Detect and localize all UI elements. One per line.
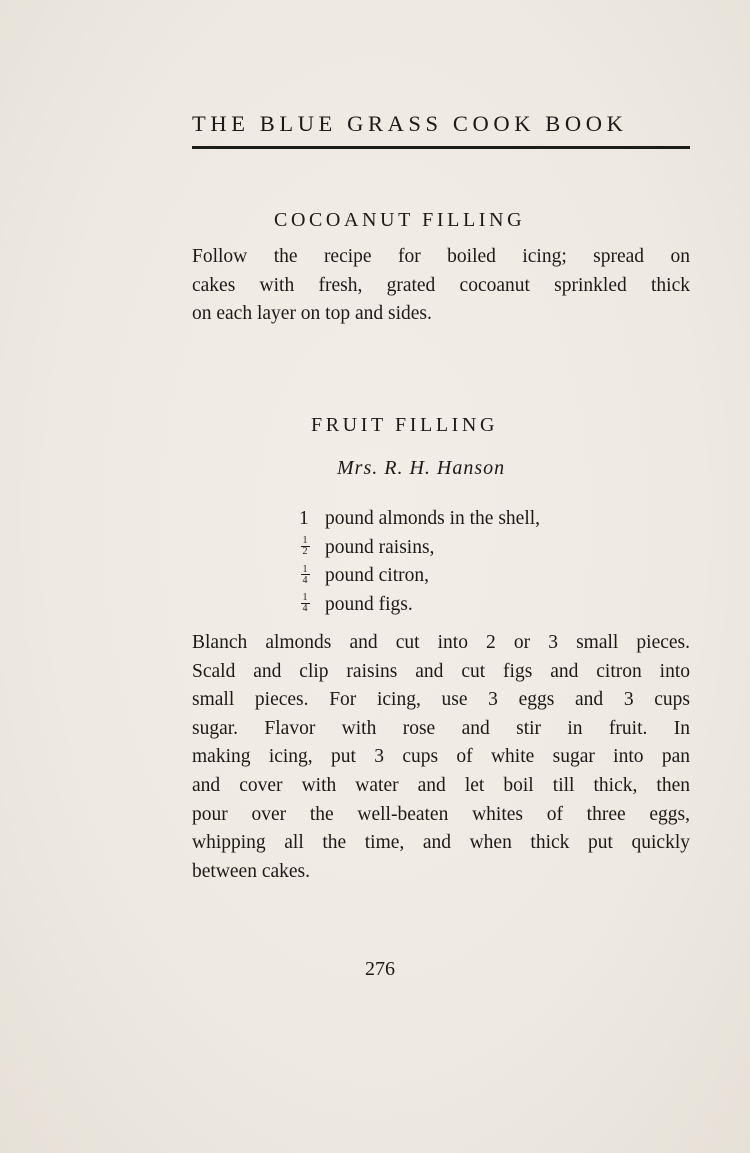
ingredient-quantity	[299, 534, 325, 563]
fraction	[299, 536, 311, 556]
fruit-filling-instructions	[192, 629, 690, 886]
fraction	[299, 593, 311, 613]
section-title-cocoanut-filling: COCOANUT FILLING	[274, 209, 526, 231]
fraction-denominator: 4	[302, 603, 308, 615]
ingredient-quantity	[299, 562, 325, 591]
section-title-fruit-filling: FRUIT FILLING	[311, 414, 498, 436]
text-line: sugar. Flavor with rose and stir in fruit. In	[192, 717, 690, 739]
ingredient-list	[299, 505, 540, 619]
text-line: small pieces. For icing, use 3 eggs and 3 cups	[192, 689, 690, 711]
text-line: whipping all the time, and when thick put quickly	[192, 832, 690, 854]
text-line: pour over the well-beaten whites of three eggs,	[192, 803, 690, 825]
ingredient-text: pound raisins,	[325, 536, 435, 558]
text-line: and cover with water and let boil till thick, then	[192, 774, 690, 796]
text-line: Scald and clip raisins and cut figs and citron into	[192, 660, 690, 682]
ingredient-quantity	[299, 591, 325, 620]
fraction-denominator: 2	[302, 546, 308, 558]
recipe-author: Mrs. R. H. Hanson	[337, 457, 506, 479]
ingredient-text: pound almonds in the shell,	[325, 508, 541, 529]
ingredient-item	[299, 505, 540, 534]
text-line: Blanch almonds and cut into 2 or 3 small pieces.	[192, 632, 690, 653]
fraction-numerator: 1	[302, 535, 308, 547]
text-line: between cakes.	[192, 860, 311, 882]
cocoanut-filling-instructions	[192, 243, 690, 329]
fraction-denominator: 4	[302, 574, 308, 586]
header-rule	[192, 146, 690, 149]
fraction-numerator: 1	[302, 592, 308, 604]
fraction-numerator: 1	[302, 563, 308, 575]
page-number: 276	[365, 958, 395, 980]
ingredient-item	[299, 562, 540, 591]
text-line: making icing, put 3 cups of white sugar into pan	[192, 746, 690, 768]
fraction	[299, 565, 311, 585]
text-line: Follow the recipe for boiled icing; spread on	[192, 246, 690, 267]
running-head: THE BLUE GRASS COOK BOOK	[192, 111, 628, 136]
text-line: on each layer on top and sides.	[192, 303, 432, 325]
ingredient-quantity: 1	[299, 508, 309, 529]
ingredient-text: pound figs.	[325, 593, 413, 615]
text-line: cakes with fresh, grated cocoanut sprinkled thick	[192, 274, 690, 296]
ingredient-item	[299, 534, 540, 563]
ingredient-item	[299, 591, 540, 620]
ingredient-text: pound citron,	[325, 565, 429, 587]
